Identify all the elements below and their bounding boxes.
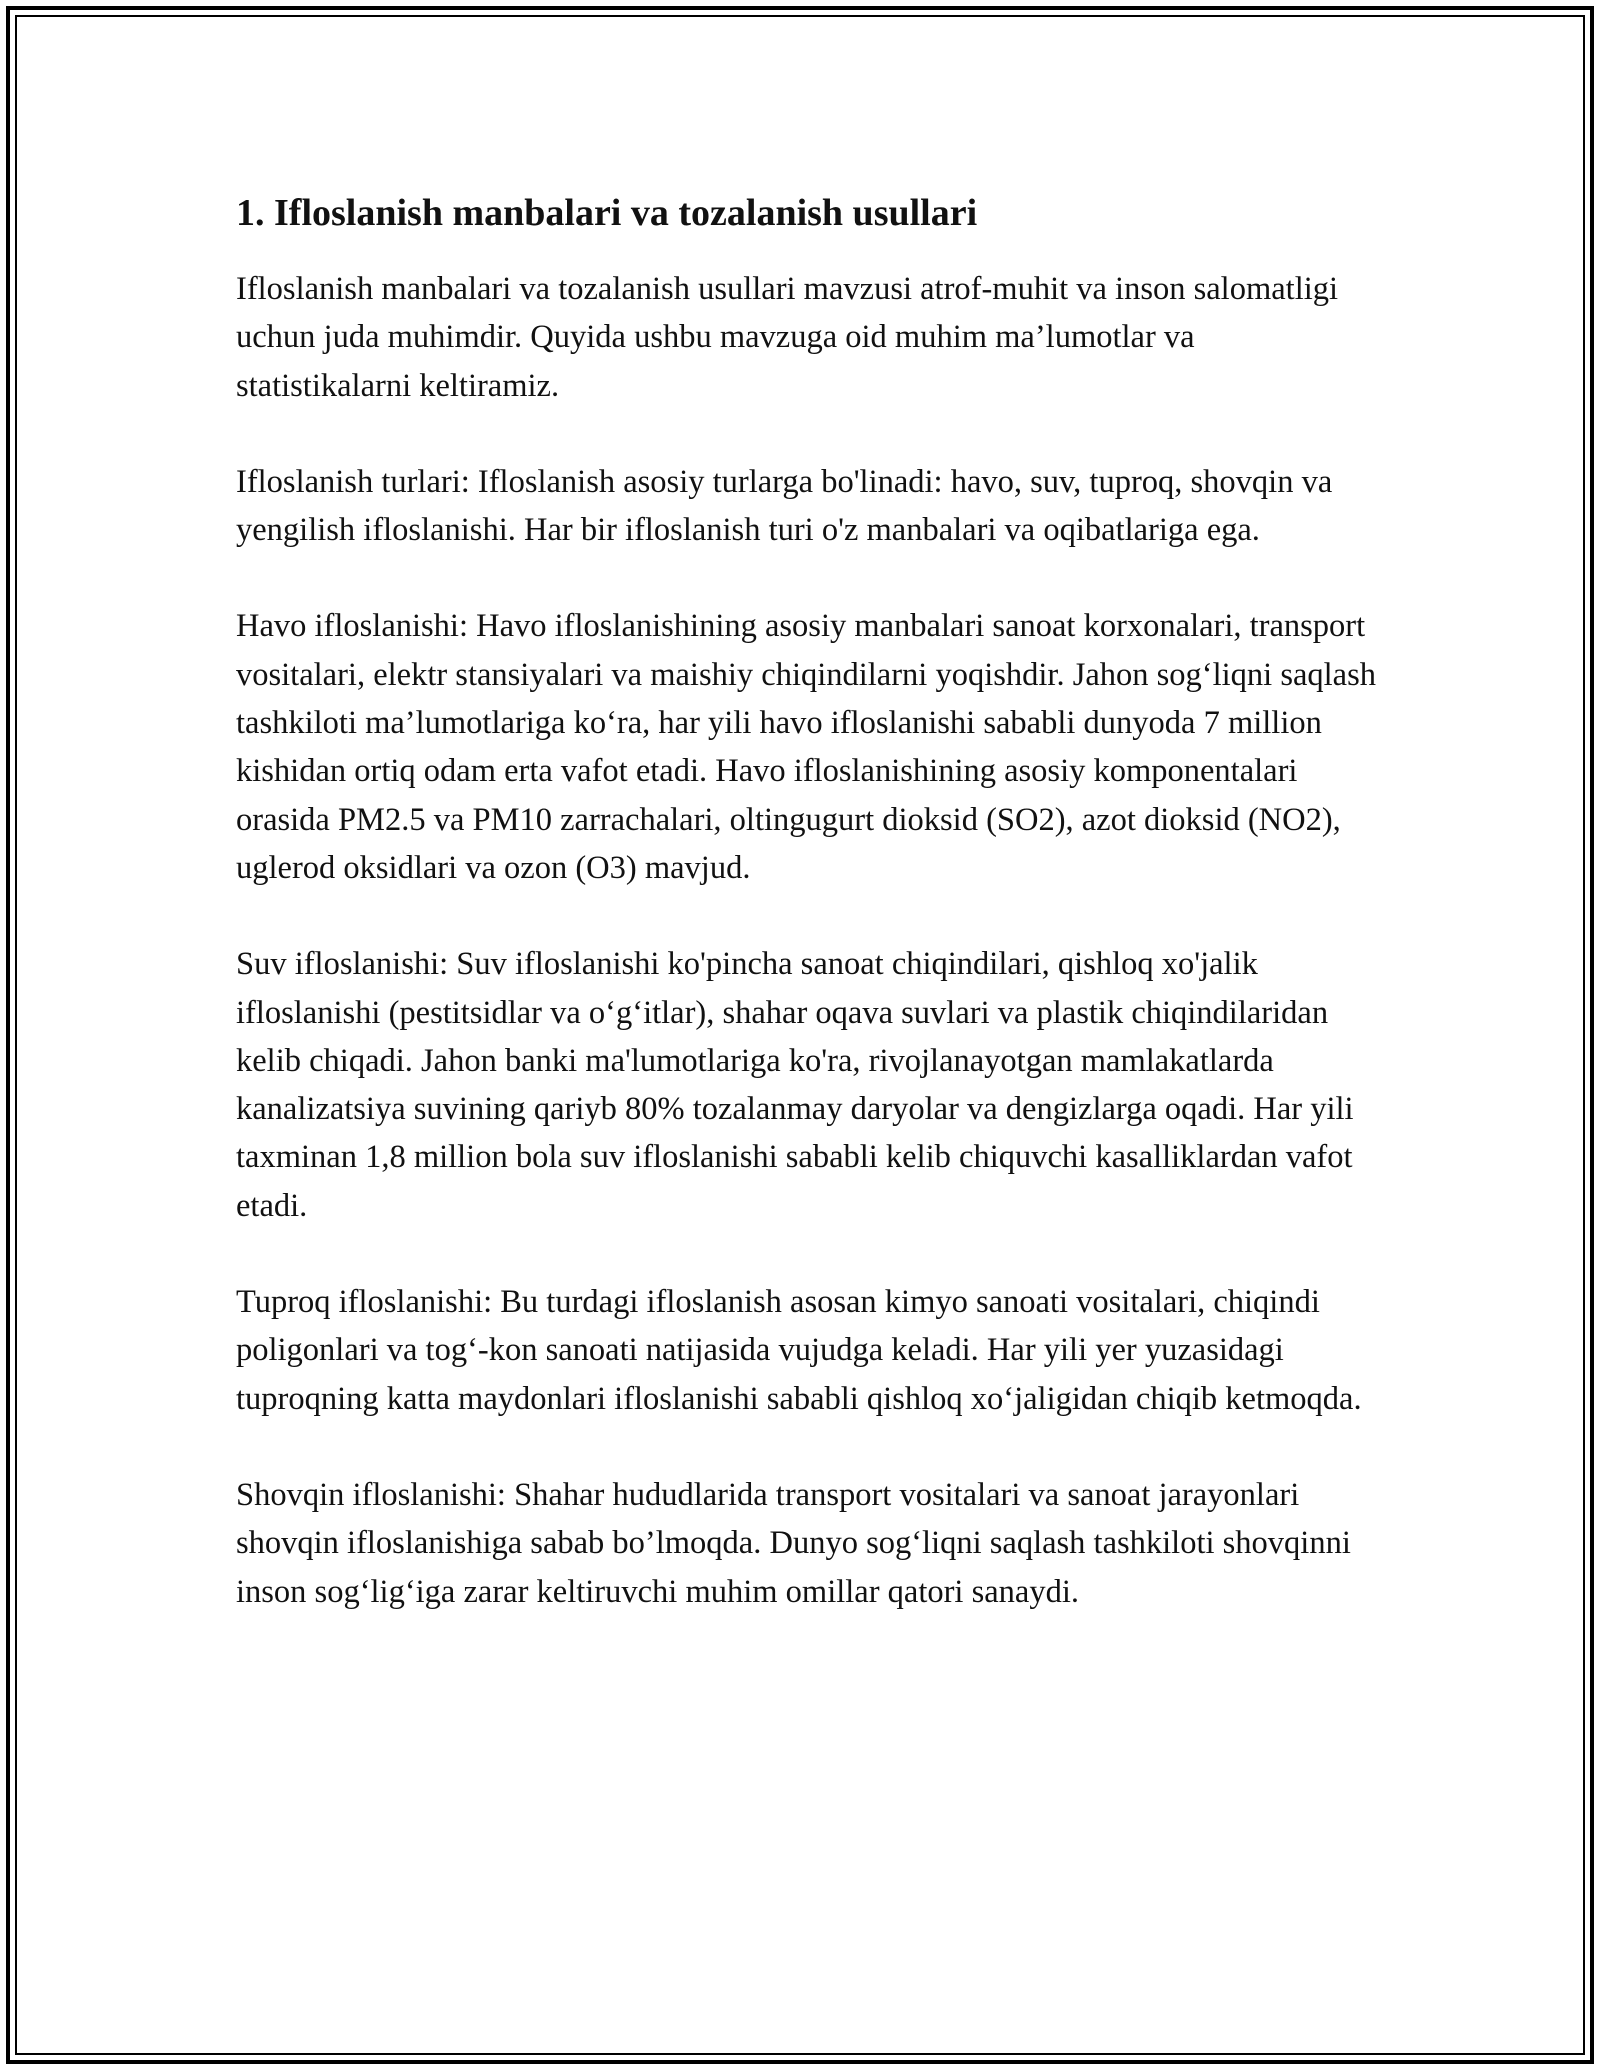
paragraph-noise-pollution: Shovqin ifloslanishi: Shahar hududlarida transport vositalari va sanoat jarayonlari shovqin ifloslanishiga sabab bo’lmoqda. Dunyo sog‘liqni saqlash tashkiloti shovqinni inson sog‘lig‘iga zarar keltiruvchi muhim omillar qatori sanaydi. (236, 1476, 1351, 1610)
paragraph-water-pollution: Suv ifloslanishi: Suv ifloslanishi ko'pincha sanoat chiqindilari, qishloq xo'jalik ifloslanishi (pestitsidlar va o‘g‘itlar), shahar oqava suvlari va plastik chiqindilaridan kelib chiqadi. Jahon banki ma'lumotlariga ko'ra, rivojlanayotgan mamlakatlarda kanalizatsiya suvining qariyb 80% tozalanmay daryolar va dengizlarga oqadi. Har yili taxminan 1,8 million bola suv ifloslanishi sababli kelib chiquvchi kasalliklardan vafot etadi. (236, 946, 1354, 1224)
paragraph-pollution-types: Ifloslanish turlari: Ifloslanish asosiy turlarga bo'linadi: havo, suv, tuproq, shovqin va yengilish ifloslanishi. Har bir ifloslanish turi o'z manbalari va oqibatlariga ega. (236, 463, 1333, 549)
paragraph-intro: Ifloslanish manbalari va tozalanish usullari mavzusi atrof-muhit va inson salomatligi uchun juda muhimdir. Quyida ushbu mavzuga oid muhim ma’lumotlar va statistikalarni keltiramiz. (236, 271, 1339, 404)
paragraph-air-pollution: Havo ifloslanishi: Havo ifloslanishining asosiy manbalari sanoat korxonalari, transport vositalari, elektr stansiyalari va maishiy chiqindilarni yoqishdir. Jahon sog‘liqni saqlash tashkiloti ma’lumotlariga ko‘ra, har yili havo ifloslanishi sababli dunyoda 7 million kishidan ortiq odam erta vafot etadi. Havo ifloslanishining asosiy komponentalari orasida PM2.5 va PM10 zarrachalari, oltingugurt dioksid (SO2), azot dioksid (NO2), uglerod oksidlari va ozon (O3) mavjud. (236, 608, 1377, 886)
document-body (236, 184, 1376, 1664)
paragraph-soil-pollution: Tuproq ifloslanishi: Bu turdagi ifloslanish asosan kimyo sanoati vositalari, chiqindi poligonlari va tog‘-kon sanoati natijasida vujudga keladi. Har yili yer yuzasidagi tuproqning katta maydonlari ifloslanishi sababli qishloq xo‘jaligidan chiqib ketmoqda. (236, 1284, 1362, 1417)
page-title: 1. Ifloslanish manbalari va tozalanish usullari (236, 192, 978, 234)
